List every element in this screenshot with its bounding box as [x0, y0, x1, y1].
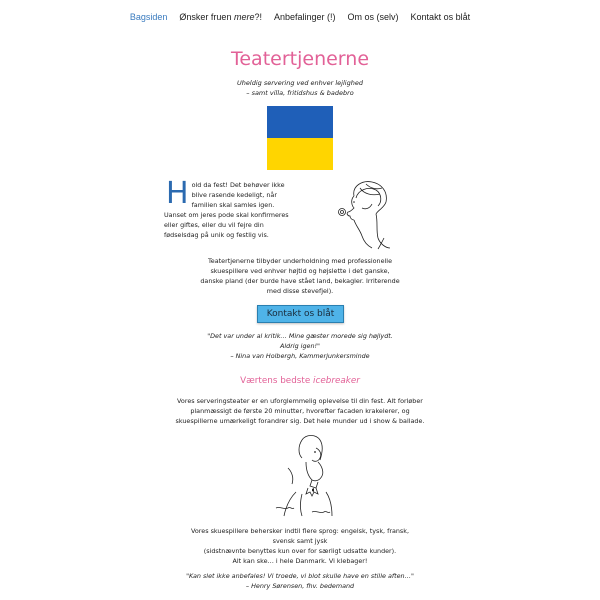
- page-title: Teatertjenerne: [230, 48, 370, 70]
- intro-text: [164, 176, 296, 240]
- testimonial-2-text: "Kan slet ikke anbefales! Vi troede, vi blot skulle have en stille aften…": [186, 572, 414, 580]
- nav-item-bagsiden[interactable]: Bagsiden: [129, 12, 168, 22]
- paragraph-3-line-3: Alt kan ske… i hele Danmark. Vi klebager!: [232, 557, 368, 565]
- intro-lead: old da fest! Det behøver ikke blive rasende kedeligt, når familien skal samles igen. Uanset om jeres: [164, 181, 285, 219]
- testimonial-1-author: – Nina van Holbergh, Kammerjunkersminde: [230, 352, 370, 360]
- flag-blue-stripe: [267, 106, 333, 138]
- tagline-line-2: – samt villa, fritidshus & badebro: [246, 89, 354, 97]
- testimonial-1-text: "Det var under al kritik… Mine gæster morede sig højlydt. Aldrig igen!": [207, 332, 393, 350]
- nav-item-om-os[interactable]: Om os (selv): [347, 12, 399, 22]
- paragraph-2: Vores serveringsteater er en uforglemmelig oplevelse til din fest. Alt forløber planmæssigt de første 20 minutter, hvorefter facaden krakelerer, og skuespillerne umærkeligt forandrer sig. Det hele munder ud i show & ballade.: [175, 397, 425, 425]
- section-heading-icebreaker: Værtens bedste icebreaker: [240, 376, 360, 386]
- flag-yellow-stripe: [267, 138, 333, 170]
- paragraph-3: [180, 526, 420, 566]
- testimonial-2: [170, 571, 430, 591]
- testimonial-2-author: – Henry Sørensen, fhv. bedemand: [245, 582, 355, 590]
- main-nav: [0, 12, 600, 22]
- paragraph-3-line-2: (sidstnævnte benyttes kun over for særligt udsatte kunder).: [203, 547, 397, 555]
- drop-cap: H: [166, 176, 189, 211]
- paragraph-3-line-1: Vores skuespillere behersker indtil flere sprog: engelsk, tysk, fransk, svensk samt jysk: [191, 527, 409, 545]
- nav-item-anbefalinger[interactable]: Anbefalinger (!): [273, 12, 336, 22]
- waiter-sketch-icon: [272, 432, 338, 518]
- testimonial-1: [200, 331, 400, 361]
- ukraine-flag: [267, 106, 333, 170]
- paragraph-1: Teatertjenerne tilbyder underholdning med professionelle skuespillere ved enhver højtid og højslette i det ganske, danske pland (der burde have stået land, bekagler. Irriterende med disse stevefjel).: [200, 257, 400, 295]
- nav-item-onsker-fruen-mere[interactable]: Ønsker fruen mere?!: [179, 12, 262, 22]
- contact-button[interactable]: Kontakt os blåt: [257, 305, 344, 323]
- tagline-line-1: Uheldig servering ved enhver lejlighed: [237, 79, 363, 87]
- tagline: [0, 78, 600, 98]
- intro-rest: pode skal konfirmeres eller giftes, eller du vil fejre din fødselsdag på unik og festlig vis.: [164, 211, 289, 239]
- nav-item-kontakt[interactable]: Kontakt os blåt: [410, 12, 471, 22]
- woman-sketch-icon: [332, 178, 394, 250]
